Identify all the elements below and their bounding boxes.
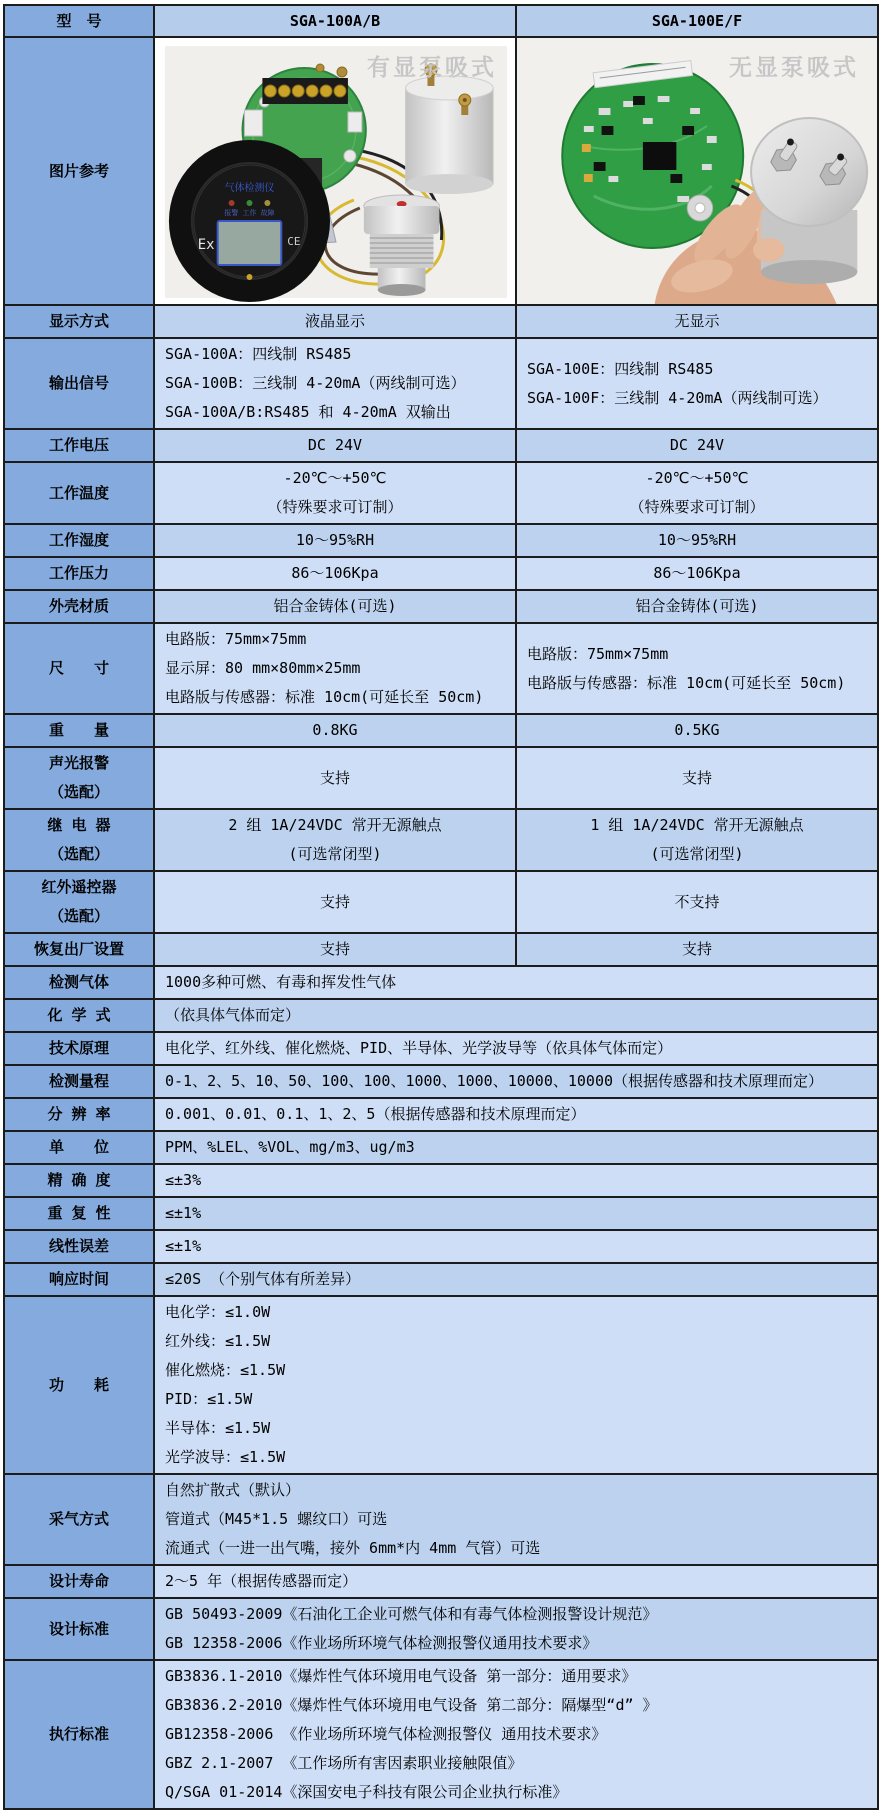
spec-value-cell	[154, 429, 516, 462]
spec-value-cell	[154, 1197, 878, 1230]
spec-value-cell	[154, 809, 516, 871]
table-row	[4, 1565, 878, 1598]
spec-value-line: SGA-100B：三线制 4-20mA（两线制可选）	[165, 374, 466, 392]
spec-value-cell	[154, 1230, 878, 1263]
spec-value-line: PPM、%LEL、%VOL、mg/m3、ug/m3	[165, 1138, 415, 1156]
spec-value-cell	[154, 1164, 878, 1197]
table-row	[4, 305, 878, 338]
row-label-line: 分 辨 率	[47, 1105, 111, 1123]
spec-value-cell	[516, 933, 878, 966]
spec-value-line: 不支持	[674, 892, 720, 911]
row-label-line: 工作湿度	[48, 531, 109, 549]
row-label	[4, 747, 154, 809]
spec-value-line: ≤20S （个别气体有所差异）	[165, 1270, 361, 1288]
row-label	[4, 557, 154, 590]
row-label-line: 显示方式	[48, 312, 109, 330]
spec-value-line: -20℃～+50℃	[283, 469, 387, 487]
table-row	[4, 1098, 878, 1131]
spec-value-cell	[516, 557, 878, 590]
spec-value-line: -20℃～+50℃	[645, 469, 749, 487]
row-label	[4, 623, 154, 714]
row-label-line: 尺 寸	[48, 659, 109, 677]
spec-value-line: 支持	[319, 768, 350, 787]
spec-value-cell	[154, 1098, 878, 1131]
row-label	[4, 305, 154, 338]
image-row	[4, 37, 878, 305]
pump-cylinder-icon	[406, 64, 494, 194]
table-row	[4, 999, 878, 1032]
row-label-line: 响应时间	[48, 1270, 109, 1288]
row-label-line: 功 耗	[48, 1375, 109, 1394]
spec-value-line: GB3836.1-2010《爆炸性气体环境用电气设备 第一部分：通用要求》	[165, 1667, 637, 1685]
spec-value-line: SGA-100F：三线制 4-20mA（两线制可选）	[527, 388, 828, 407]
table-row	[4, 1131, 878, 1164]
corner-label: 型 号	[4, 5, 154, 37]
spec-value-line: SGA-100A：四线制 RS485	[165, 345, 352, 363]
ce-mark-text: CE	[287, 234, 301, 249]
row-label	[4, 1230, 154, 1263]
spec-value-line: 红外线：≤1.5W	[165, 1332, 271, 1350]
row-label	[4, 999, 154, 1032]
spec-value-line: 催化燃烧：≤1.5W	[165, 1361, 286, 1379]
spec-value-line: 2 组 1A/24VDC 常开无源触点	[228, 816, 442, 834]
spec-value-cell	[154, 1263, 878, 1296]
spec-value-cell	[516, 714, 878, 747]
row-label-line: 恢复出厂设置	[33, 940, 124, 958]
spec-value-line: 显示屏：80 mm×80mm×25mm	[165, 659, 361, 677]
row-label	[4, 524, 154, 557]
table-row	[4, 524, 878, 557]
spec-value-cell	[154, 557, 516, 590]
ex-mark-text: Ex	[197, 236, 215, 254]
spec-value-cell	[154, 623, 516, 714]
spec-value-line: 流通式（一进一出气嘴，接外 6mm*内 4mm 气管）可选	[165, 1539, 541, 1557]
spec-value-cell	[154, 933, 516, 966]
table-row	[4, 1598, 878, 1660]
spec-value-line: GB 50493-2009《石油化工企业可燃气体和有毒气体检测报警设计规范》	[165, 1605, 658, 1623]
spec-value-cell	[516, 871, 878, 933]
table-row	[4, 1197, 878, 1230]
row-label-line: 声光报警	[48, 754, 109, 772]
spec-value-line: 光学波导：≤1.5W	[165, 1448, 286, 1466]
spec-value-cell	[516, 747, 878, 809]
model-header-a: SGA-100A/B	[154, 5, 516, 37]
spec-value-line: 支持	[319, 892, 350, 911]
gas-detector-icon	[169, 140, 330, 302]
table-row	[4, 1296, 878, 1474]
spec-value-cell	[154, 1598, 878, 1660]
row-label-line: 技术原理	[48, 1039, 109, 1057]
spec-value-line: GBZ 2.1-2007 《工作场所有害因素职业接触限值》	[165, 1754, 523, 1772]
spec-value-line: ≤±1%	[165, 1204, 202, 1222]
spec-value-line: 2～5 年（根据传感器而定）	[165, 1572, 358, 1590]
product-photo-cell-a	[154, 37, 516, 305]
spec-value-line: 支持	[681, 768, 712, 787]
table-row	[4, 429, 878, 462]
row-label-line: 继 电 器	[47, 816, 111, 834]
row-label-line: 检测气体	[48, 973, 109, 991]
product-photo-cell-b	[516, 37, 878, 305]
row-label-line: 红外遥控器	[41, 878, 117, 896]
table-row	[4, 462, 878, 524]
spec-value-line: 电路版：75mm×75mm	[527, 644, 669, 663]
spec-table	[3, 4, 879, 1810]
spec-value-line: 无显示	[674, 312, 720, 330]
spec-value-line: 自然扩散式（默认）	[165, 1481, 301, 1499]
spec-value-cell	[516, 305, 878, 338]
spec-value-line: 支持	[319, 940, 350, 958]
spec-value-cell	[154, 714, 516, 747]
row-label-line: 单 位	[48, 1138, 109, 1156]
row-label	[4, 871, 154, 933]
table-row	[4, 747, 878, 809]
row-label	[4, 1598, 154, 1660]
spec-value-line: ≤±1%	[165, 1237, 202, 1255]
spec-value-cell	[516, 524, 878, 557]
row-label	[4, 1263, 154, 1296]
spec-value-line: 管道式（M45*1.5 螺纹口）可选	[165, 1510, 388, 1528]
spec-value-line: (可选常闭型)	[288, 845, 382, 863]
spec-value-cell	[154, 966, 878, 999]
detector-led-labels: 报警 工作 故障	[224, 208, 275, 218]
row-label-line: 设计标准	[48, 1619, 109, 1638]
spec-value-line: 铝合金铸体(可选)	[635, 597, 759, 615]
row-label	[4, 462, 154, 524]
table-row	[4, 809, 878, 871]
table-row	[4, 623, 878, 714]
spec-value-line: DC 24V	[669, 436, 725, 454]
spec-value-line: （依具体气体而定）	[165, 1006, 301, 1024]
spec-rows	[4, 305, 878, 1809]
spec-value-line: （特殊要求可订制）	[629, 498, 765, 516]
spec-value-cell	[516, 338, 878, 429]
row-label	[4, 429, 154, 462]
row-label-line: （选配）	[48, 845, 109, 863]
spec-value-cell	[516, 462, 878, 524]
spec-value-cell	[154, 1032, 878, 1065]
spec-value-line: 半导体：≤1.5W	[165, 1419, 271, 1437]
row-label-line: 工作电压	[48, 436, 109, 454]
row-label-line: 设计寿命	[48, 1572, 109, 1590]
row-label	[4, 714, 154, 747]
spec-value-line: （特殊要求可订制）	[267, 498, 403, 516]
spec-value-cell	[154, 338, 516, 429]
row-label	[4, 933, 154, 966]
spec-value-cell	[154, 590, 516, 623]
row-label	[4, 1098, 154, 1131]
spec-value-cell	[154, 999, 878, 1032]
spec-value-cell	[154, 305, 516, 338]
spec-value-cell	[516, 590, 878, 623]
spec-value-cell	[154, 1474, 878, 1565]
table-row	[4, 590, 878, 623]
spec-value-cell	[154, 462, 516, 524]
row-label	[4, 1131, 154, 1164]
row-label	[4, 1474, 154, 1565]
spec-value-line: 支持	[681, 940, 712, 958]
spec-value-line: 铝合金铸体(可选)	[273, 597, 397, 615]
table-row	[4, 557, 878, 590]
spec-value-cell	[154, 747, 516, 809]
row-label	[4, 338, 154, 429]
spec-value-line: (可选常闭型)	[650, 845, 744, 863]
spec-value-line: 电路版：75mm×75mm	[165, 630, 307, 648]
table-row	[4, 714, 878, 747]
spec-value-line: GB3836.2-2010《爆炸性气体环境用电气设备 第二部分：隔爆型“d” 》	[165, 1696, 658, 1714]
spec-value-cell	[516, 429, 878, 462]
row-label	[4, 1032, 154, 1065]
row-label-line: 工作压力	[48, 564, 109, 582]
row-label-line: 采气方式	[48, 1510, 109, 1528]
spec-value-line: 电路版与传感器：标准 10cm(可延长至 50cm)	[165, 688, 484, 706]
table-row	[4, 1164, 878, 1197]
spec-value-line: PID：≤1.5W	[165, 1390, 253, 1408]
spec-value-line: GB12358-2006 《作业场所环境气体检测报警仪 通用技术要求》	[165, 1725, 607, 1743]
row-label	[4, 590, 154, 623]
table-row	[4, 338, 878, 429]
spec-value-line: 86～106Kpa	[653, 564, 741, 582]
row-label-line: 精 确 度	[47, 1171, 111, 1189]
row-label	[4, 1296, 154, 1474]
table-row	[4, 1263, 878, 1296]
spec-value-cell	[154, 871, 516, 933]
model-header-b: SGA-100E/F	[516, 5, 878, 37]
row-label-line: 执行标准	[48, 1725, 109, 1743]
spec-value-line: 1 组 1A/24VDC 常开无源触点	[590, 816, 804, 834]
spec-value-line: 电化学：≤1.0W	[165, 1303, 271, 1321]
spec-value-line: 电化学、红外线、催化燃烧、PID、半导体、光学波导等（依具体气体而定）	[165, 1039, 673, 1057]
row-label-line: 检测量程	[48, 1072, 109, 1090]
table-row	[4, 966, 878, 999]
row-label-line: 工作温度	[48, 483, 109, 502]
spec-value-cell	[154, 1565, 878, 1598]
spec-value-line: 0.8KG	[312, 721, 358, 739]
row-label-line: （选配）	[48, 907, 109, 925]
row-label	[4, 1660, 154, 1809]
spec-value-line: 液晶显示	[304, 312, 365, 330]
spec-value-line: SGA-100E：四线制 RS485	[527, 359, 714, 378]
spec-value-line: 86～106Kpa	[291, 564, 379, 582]
row-label	[4, 1164, 154, 1197]
table-row	[4, 1474, 878, 1565]
spec-value-line: 电路版与传感器：标准 10cm(可延长至 50cm)	[527, 673, 846, 692]
spec-value-line: SGA-100A/B:RS485 和 4-20mA 双输出	[165, 403, 451, 421]
spec-value-cell	[154, 524, 516, 557]
row-label-line: 化 学 式	[47, 1006, 111, 1024]
spec-value-line: GB 12358-2006《作业场所环境气体检测报警仪通用技术要求》	[165, 1634, 598, 1652]
spec-value-line: DC 24V	[307, 436, 363, 454]
row-label	[4, 809, 154, 871]
row-label-line: 线性误差	[48, 1237, 109, 1255]
detector-title-text: 气体检测仪	[224, 182, 275, 195]
spec-value-cell	[154, 1296, 878, 1474]
spec-value-cell	[154, 1131, 878, 1164]
spec-value-line: 10～95%RH	[295, 531, 375, 549]
row-label-line: 重 复 性	[47, 1204, 111, 1222]
row-label	[4, 1065, 154, 1098]
row-label-line: （选配）	[48, 783, 109, 801]
row-label	[4, 1197, 154, 1230]
watermark-right: 无显泵吸式	[729, 55, 859, 81]
spec-value-cell	[154, 1660, 878, 1809]
table-row	[4, 1032, 878, 1065]
header-row	[4, 5, 878, 37]
spec-value-line: 0.5KG	[674, 721, 720, 739]
sensor-cylinder-icon	[751, 118, 867, 284]
spec-value-cell	[516, 623, 878, 714]
spec-value-cell	[154, 1065, 878, 1098]
row-label-line: 外壳材质	[48, 597, 109, 615]
image-row-label: 图片参考	[4, 37, 154, 305]
watermark-left: 有显泵吸式	[367, 55, 497, 81]
table-row	[4, 933, 878, 966]
table-row	[4, 871, 878, 933]
row-label	[4, 966, 154, 999]
spec-value-line: Q/SGA 01-2014《深国安电子科技有限公司企业执行标准》	[165, 1783, 568, 1801]
finger-tip	[753, 238, 784, 262]
table-row	[4, 1230, 878, 1263]
table-row	[4, 1065, 878, 1098]
spec-value-line: ≤±3%	[165, 1171, 202, 1189]
row-label	[4, 1565, 154, 1598]
spec-value-line: 0.001、0.01、0.1、1、2、5（根据传感器和技术原理而定）	[165, 1105, 586, 1123]
row-label-line: 重 量	[48, 721, 109, 739]
spec-value-line: 10～95%RH	[657, 531, 737, 549]
spec-value-line: 0-1、2、5、10、50、100、100、1000、1000、10000、10000（根据传感器和技术原理而定）	[165, 1072, 824, 1090]
table-row	[4, 1660, 878, 1809]
spec-value-cell	[516, 809, 878, 871]
row-label-line: 输出信号	[48, 374, 109, 392]
spec-value-line: 1000多种可燃、有毒和挥发性气体	[165, 973, 397, 991]
